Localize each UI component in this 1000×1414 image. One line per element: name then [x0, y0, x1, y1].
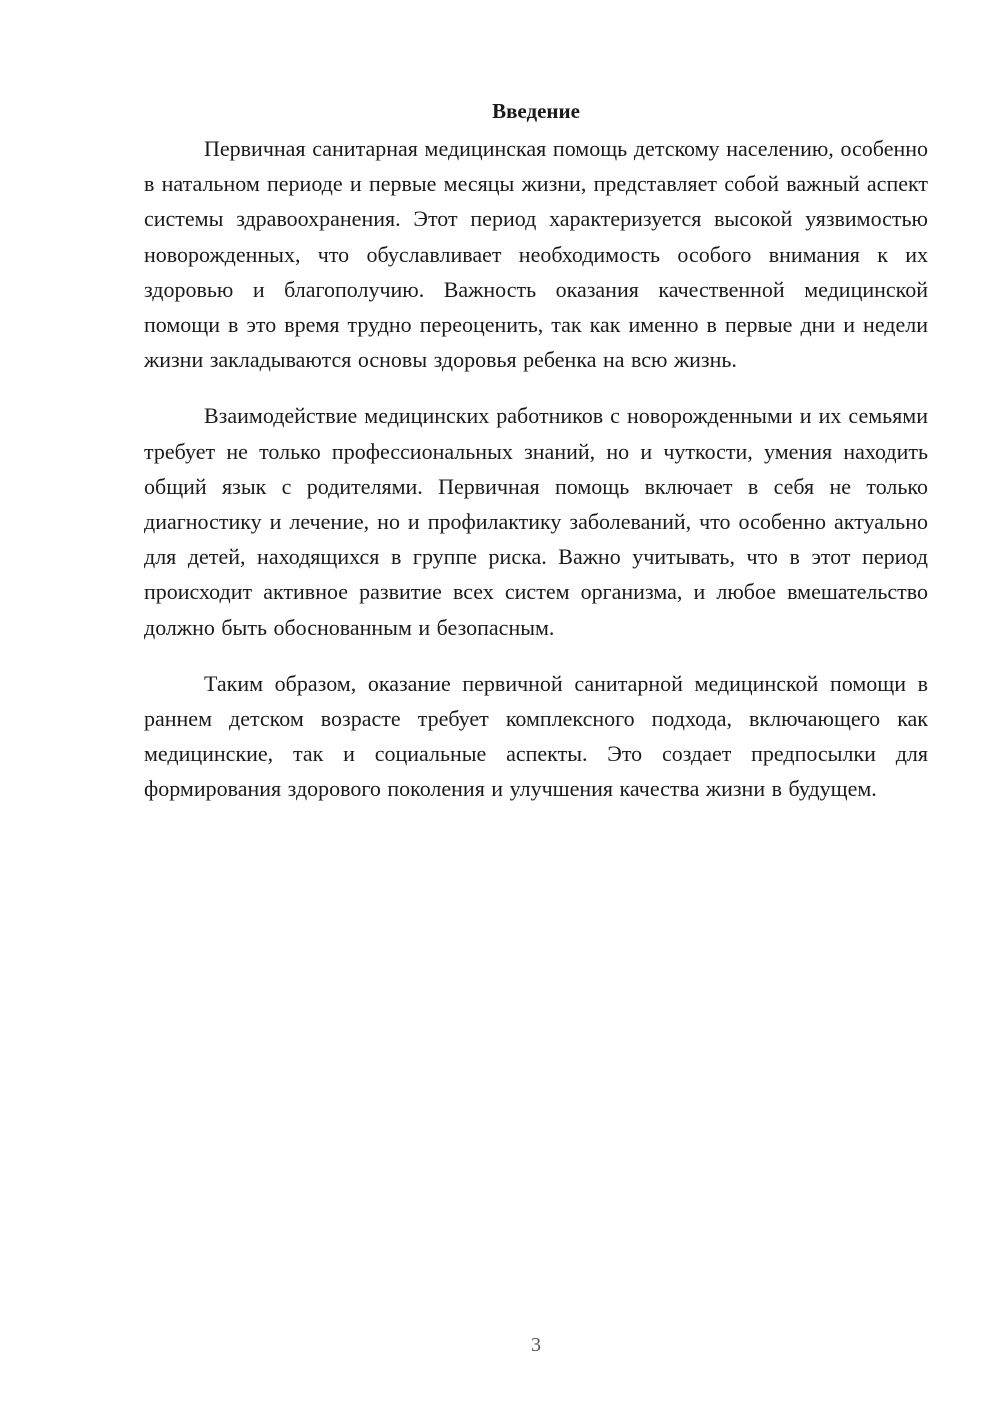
- paragraph: Таким образом, оказание первичной санитарной медицинской помощи в раннем детском возрасте требует комплексного подхода, включающего как медицинские, так и социальные аспекты. Это создает предпосылки для формирования здорового поколения и улучшения качества жизни в будущем.: [144, 670, 928, 802]
- page-number: 3: [531, 1334, 541, 1356]
- page-content: [144, 96, 928, 828]
- paragraph: Первичная санитарная медицинская помощь детскому населению, особенно в натальном периоде и первые месяцы жизни, представляет собой важный аспект системы здравоохранения. Этот период характеризуется высокой уязвимостью новорожденных, что обуславливает необходимость особого внимания к их здоровью и благополучию. Важность оказания качественной медицинской помощи в это время трудно переоценить, так как именно в первые дни и недели жизни закладываются основы здоровья ребенка на всю жизнь.: [144, 136, 928, 373]
- section-title: Введение: [492, 99, 580, 123]
- paragraph: Взаимодействие медицинских работников с новорожденными и их семьями требует не только профессиональных знаний, но и чуткости, умения находить общий язык с родителями. Первичная помощь включает в себя не только диагностику и лечение, но и профилактику заболеваний, что особенно актуально для детей, находящихся в группе риска. Важно учитывать, что в этот период происходит активное развитие всех систем организма, и любое вмешательство должно быть обоснованным и безопасным.: [144, 403, 928, 640]
